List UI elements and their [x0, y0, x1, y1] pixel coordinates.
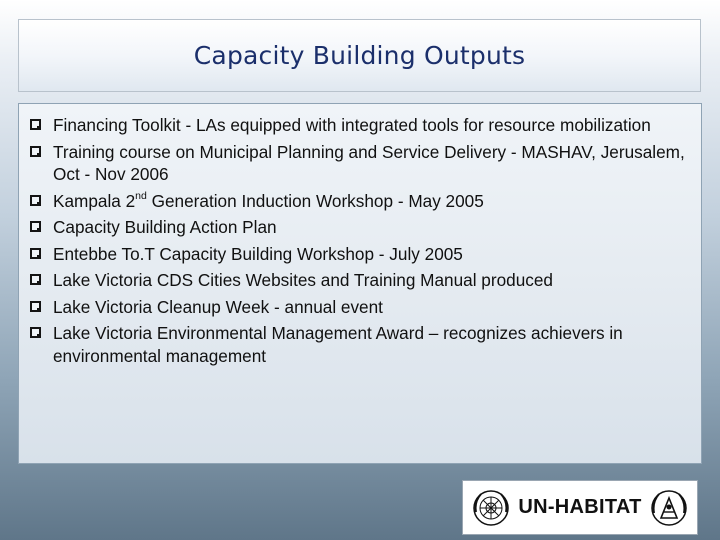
- content-box: [18, 103, 702, 464]
- square-bullet-icon: [30, 146, 41, 157]
- list-item-text: Lake Victoria CDS Cities Websites and Training Manual produced: [53, 270, 553, 290]
- list-item: [30, 269, 700, 292]
- list-item-text: Lake Victoria Cleanup Week - annual event: [53, 296, 383, 317]
- square-bullet-icon: [30, 221, 41, 232]
- logo-text: UN-HABITAT: [518, 496, 642, 518]
- square-bullet-icon: [30, 248, 41, 259]
- list-item: [30, 296, 700, 319]
- square-bullet-icon: [30, 301, 41, 312]
- list-item: [30, 114, 700, 137]
- square-bullet-icon: [30, 119, 41, 130]
- list-item-text-pre: Kampala 2: [53, 190, 136, 211]
- un-habitat-logo: [462, 480, 698, 535]
- list-item-text: Entebbe To.T Capacity Building Workshop - July 2005: [53, 243, 463, 264]
- square-bullet-icon: [30, 327, 41, 338]
- list-item-text: Training course on Municipal Planning and Service Delivery - MASHAV, Jerusalem, Oct - Nov 2006: [53, 141, 685, 184]
- un-emblem-icon: [471, 488, 511, 528]
- list-item: [30, 190, 700, 213]
- slide-title: Capacity Building Outputs: [193, 41, 526, 70]
- habitat-emblem-icon: [649, 488, 689, 528]
- list-item: [30, 141, 700, 186]
- bullet-list: [30, 114, 700, 371]
- list-item: [30, 243, 700, 266]
- list-item-superscript: nd: [135, 189, 147, 202]
- list-item-text: Lake Victoria Environmental Management Award – recognizes achievers in environmental management: [53, 323, 623, 366]
- list-item-text-post: Generation Induction Workshop - May 2005: [146, 190, 484, 211]
- list-item-text: Financing Toolkit - LAs equipped with integrated tools for resource mobilization: [53, 115, 651, 135]
- square-bullet-icon: [30, 274, 41, 285]
- list-item: [30, 216, 700, 239]
- title-box: [18, 19, 701, 92]
- list-item-text: Capacity Building Action Plan: [53, 217, 277, 237]
- list-item: [30, 322, 700, 367]
- square-bullet-icon: [30, 195, 41, 206]
